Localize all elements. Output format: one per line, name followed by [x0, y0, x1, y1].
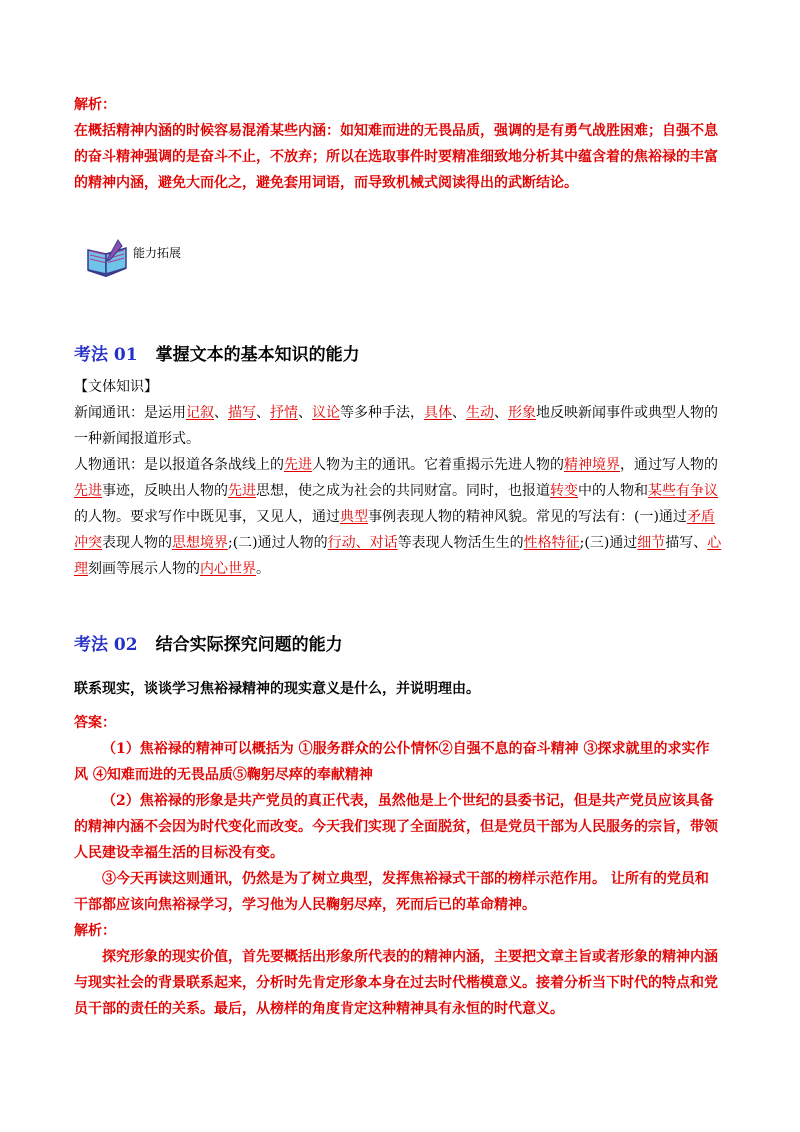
analysis-label: 解析： — [74, 97, 116, 113]
answer-line: （2）焦裕禄的形象是共产党员的真正代表，虽然他是上个世纪的县委书记，但是共产党员应该具备 — [102, 793, 714, 809]
knowledge-block — [74, 374, 726, 582]
answer-line: ③今天再读这则通讯，仍然是为了树立典型，发挥焦裕禄式干部的榜样示范作用。 让所有的党员和 — [102, 871, 709, 887]
analysis-line: 员干部的责任的关系。最后，从榜样的角度肯定这种精神具有永恒的时代意义。 — [74, 1001, 564, 1017]
answer-line: 人民建设幸福生活的目标没有变。 — [74, 845, 284, 861]
person-line: 的人物。要求写作中既见事，又见人，通过典型事例表现人物的精神风貌。常见的写法有：(一)通过矛盾 — [74, 509, 715, 525]
answer-block — [74, 710, 726, 1022]
kaofa-02-heading — [74, 630, 726, 655]
section-badge-label: 能力拓展 — [133, 246, 182, 260]
heading-title: 结合实际探究问题的能力 — [155, 635, 343, 655]
answer-label: 答案： — [74, 715, 116, 731]
answer-line: （1）焦裕禄的精神可以概括为 ①服务群众的公仆情怀②自强不息的奋斗精神 ③探求就里的求实作 — [102, 741, 710, 757]
heading-number: 考法 01 — [74, 345, 138, 365]
person-line: 人物通讯：是以报道各条战线上的先进人物为主的通讯。它着重揭示先进人物的精神境界，通过写人物的 — [74, 457, 718, 473]
analysis-line: 探究形象的现实价值，首先要概括出形象所代表的的精神内涵，主要把文章主旨或者形象的精神内涵 — [102, 949, 718, 965]
heading-title: 掌握文本的基本知识的能力 — [155, 345, 360, 365]
person-line: 理刻画等展示人物的内心世界。 — [74, 561, 270, 577]
analysis-line: 的精神内涵，避免大而化之，避免套用词语，而导致机械式阅读得出的武断结论。 — [74, 175, 578, 191]
news-line: 新闻通讯：是运用记叙、描写、抒情、议论等多种手法，具体、生动、形象地反映新闻事件或典型人物的 — [74, 405, 718, 421]
answer-line: 风 ④知难而进的无畏品质⑤鞠躬尽瘁的奉献精神 — [74, 767, 373, 783]
analysis-label: 解析： — [74, 923, 116, 939]
person-line: 先进事迹，反映出人物的先进思想，使之成为社会的共同财富。同时，也报道转变中的人物和某些有争议 — [74, 483, 718, 499]
person-line: 冲突表现人物的思想境界;(二)通过人物的行动、对话等表现人物活生生的性格特征;(三)通过细节描写、心 — [74, 535, 722, 551]
analysis-block-1 — [74, 92, 726, 196]
question: 联系现实，谈谈学习焦裕禄精神的现实意义是什么，并说明理由。 — [74, 681, 480, 697]
answer-line: 干部都应该向焦裕禄学习，学习他为人民鞠躬尽瘁，死而后已的革命精神。 — [74, 897, 536, 913]
heading-number: 考法 02 — [74, 635, 138, 655]
knowledge-label: 【文体知识】 — [74, 379, 158, 395]
answer-line: 的精神内涵不会因为时代变化而改变。今天我们实现了全面脱贫，但是党员干部为人民服务的宗旨，带领 — [74, 819, 718, 835]
news-line: 一种新闻报道形式。 — [74, 431, 200, 447]
analysis-line: 在概括精神内涵的时候容易混淆某些内涵：如知难而进的无畏品质，强调的是有勇气战胜困难；自强不息 — [74, 123, 718, 139]
analysis-line: 的奋斗精神强调的是奋斗不止，不放弃；所以在选取事件时要精准细致地分析其中蕴含着的焦裕禄的丰富 — [74, 149, 718, 165]
kaofa-01-heading — [74, 340, 726, 365]
analysis-line: 与现实社会的背景联系起来，分析时先肯定形象本身在过去时代楷模意义。接着分析当下时代的特点和党 — [74, 975, 718, 991]
book-icon — [84, 238, 132, 278]
